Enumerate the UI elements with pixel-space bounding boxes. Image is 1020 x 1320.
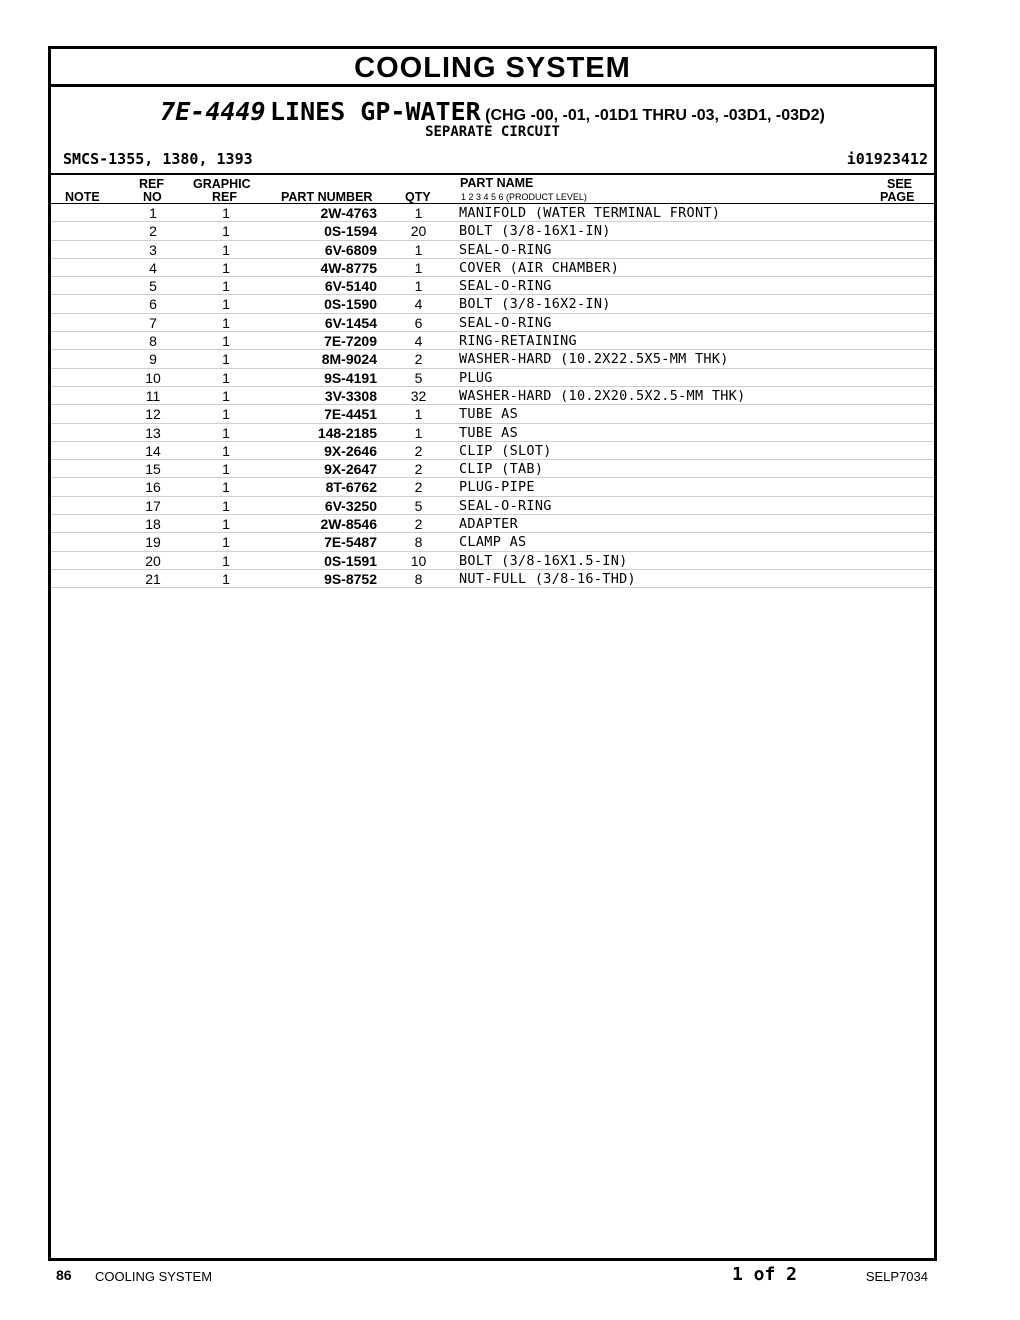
header-graphic-2: REF — [212, 190, 237, 204]
header-qty: QTY — [405, 190, 431, 204]
part-number: 2W-8546 — [320, 516, 377, 533]
table-row — [51, 295, 934, 313]
table-row — [51, 259, 934, 277]
part-name: SEAL-O-RING — [459, 278, 552, 295]
group-part-number: 7E-4449 — [160, 97, 266, 126]
page-footer — [56, 1264, 928, 1288]
table-row — [51, 424, 934, 442]
table-row — [51, 241, 934, 259]
table-row — [51, 204, 934, 222]
graphic-ref: 1 — [222, 223, 230, 240]
table-row — [51, 478, 934, 496]
table-row — [51, 515, 934, 533]
part-name: WASHER-HARD (10.2X22.5X5-MM THK) — [459, 351, 729, 368]
part-name: CLIP (SLOT) — [459, 442, 552, 459]
smcs-row — [51, 145, 934, 175]
quantity: 8 — [414, 570, 423, 587]
graphic-ref: 1 — [222, 333, 230, 350]
quantity: 20 — [410, 223, 427, 240]
quantity: 1 — [414, 241, 423, 258]
section-title: COOLING SYSTEM — [51, 49, 934, 87]
quantity: 2 — [414, 461, 423, 478]
graphic-ref: 1 — [222, 552, 230, 569]
quantity: 2 — [414, 351, 423, 368]
part-number: 9S-8752 — [324, 570, 377, 587]
table-row — [51, 405, 934, 423]
group-change-info: (CHG -00, -01, -01D1 THRU -03, -03D1, -03D2) — [485, 107, 825, 124]
quantity: 1 — [414, 205, 423, 221]
part-name: ADAPTER — [459, 516, 518, 533]
ref-no: 15 — [145, 461, 161, 478]
ref-no: 3 — [149, 241, 157, 258]
part-name: WASHER-HARD (10.2X20.5X2.5-MM THK) — [459, 387, 746, 404]
table-row — [51, 277, 934, 295]
header-graphic-1: GRAPHIC — [193, 177, 251, 191]
quantity: 4 — [414, 296, 423, 313]
graphic-ref: 1 — [222, 241, 230, 258]
quantity: 1 — [414, 259, 423, 276]
part-number: 6V-5140 — [324, 278, 377, 295]
table-row — [51, 533, 934, 551]
group-header — [51, 87, 934, 145]
ref-no: 9 — [149, 351, 157, 368]
footer-section: COOLING SYSTEM — [95, 1269, 213, 1284]
quantity: 1 — [414, 278, 423, 295]
ref-no: 18 — [145, 516, 161, 533]
graphic-ref: 1 — [222, 406, 230, 423]
part-number: 7E-7209 — [324, 333, 377, 350]
part-name: BOLT (3/8-16X1.5-IN) — [459, 552, 628, 569]
ref-no: 2 — [149, 223, 157, 240]
table-row — [51, 314, 934, 332]
part-name: SEAL-O-RING — [459, 241, 552, 258]
graphic-ref: 1 — [222, 259, 230, 276]
part-number: 6V-3250 — [324, 497, 377, 514]
table-row — [51, 369, 934, 387]
part-number: 0S-1591 — [324, 552, 377, 569]
footer-page-of: 1 of 2 — [732, 1264, 798, 1285]
part-number: 7E-4451 — [324, 406, 377, 423]
header-ref-1: REF — [139, 177, 164, 191]
part-number: 8M-9024 — [321, 351, 377, 368]
table-header — [51, 175, 934, 204]
ref-no: 16 — [145, 479, 161, 496]
table-row — [51, 350, 934, 368]
ref-no: 10 — [145, 369, 161, 386]
part-number: 2W-4763 — [320, 205, 377, 221]
graphic-ref: 1 — [222, 479, 230, 496]
part-name: COVER (AIR CHAMBER) — [459, 259, 620, 276]
graphic-ref: 1 — [222, 570, 230, 587]
header-part-number: PART NUMBER — [281, 190, 373, 204]
table-row — [51, 497, 934, 515]
graphic-ref: 1 — [222, 442, 230, 459]
quantity: 5 — [414, 497, 423, 514]
ref-no: 19 — [145, 534, 161, 551]
part-number: 4W-8775 — [320, 259, 377, 276]
parts-page-frame — [48, 46, 937, 1261]
table-row — [51, 387, 934, 405]
group-subtitle: SEPARATE CIRCUIT — [425, 124, 560, 140]
part-number: 6V-6809 — [324, 241, 377, 258]
header-product-levels: 1 2 3 4 5 6 (PRODUCT LEVEL) — [461, 192, 587, 202]
graphic-ref: 1 — [222, 424, 230, 441]
part-number: 9X-2647 — [324, 461, 377, 478]
graphic-ref: 1 — [222, 296, 230, 313]
ref-no: 20 — [145, 552, 161, 569]
ref-no: 4 — [149, 259, 157, 276]
footer-doc-id: SELP7034 — [865, 1269, 928, 1284]
ref-no: 8 — [149, 333, 157, 350]
part-name: BOLT (3/8-16X1-IN) — [459, 223, 611, 240]
quantity: 8 — [414, 534, 423, 551]
graphic-ref: 1 — [222, 369, 230, 386]
quantity: 4 — [414, 333, 423, 350]
header-part-name: PART NAME — [460, 176, 534, 190]
quantity: 1 — [414, 424, 423, 441]
graphic-ref: 1 — [222, 497, 230, 514]
part-name: CLAMP AS — [459, 534, 527, 551]
table-row — [51, 570, 934, 588]
illustration-id: i01923412 — [846, 150, 928, 168]
quantity: 6 — [414, 314, 423, 331]
part-name: CLIP (TAB) — [459, 461, 544, 478]
header-see-1: SEE — [887, 177, 913, 191]
group-name: LINES GP-WATER — [269, 97, 481, 126]
quantity: 2 — [414, 479, 423, 496]
table-row — [51, 332, 934, 350]
part-name: TUBE AS — [459, 406, 518, 423]
part-name: TUBE AS — [459, 424, 518, 441]
parts-table-body — [51, 204, 934, 588]
quantity: 2 — [414, 516, 423, 533]
ref-no: 11 — [145, 387, 161, 404]
part-number: 8T-6762 — [325, 479, 377, 496]
ref-no: 1 — [149, 205, 157, 221]
part-name: PLUG-PIPE — [459, 479, 535, 496]
header-ref-2: NO — [143, 190, 162, 204]
footer-page-number: 86 — [56, 1267, 72, 1283]
part-number: 9X-2646 — [324, 442, 377, 459]
quantity: 5 — [414, 369, 423, 386]
graphic-ref: 1 — [222, 278, 230, 295]
header-note: NOTE — [65, 190, 100, 204]
ref-no: 17 — [145, 497, 161, 514]
table-row — [51, 552, 934, 570]
ref-no: 21 — [145, 570, 161, 587]
part-number: 148-2185 — [317, 424, 377, 441]
part-number: 3V-3308 — [324, 387, 377, 404]
ref-no: 14 — [145, 442, 161, 459]
ref-no: 13 — [145, 424, 161, 441]
part-name: MANIFOLD (WATER TERMINAL FRONT) — [459, 205, 721, 221]
graphic-ref: 1 — [222, 461, 230, 478]
header-see-2: PAGE — [880, 190, 915, 204]
quantity: 1 — [414, 406, 423, 423]
quantity: 2 — [414, 442, 423, 459]
part-number: 7E-5487 — [324, 534, 377, 551]
ref-no: 6 — [149, 296, 157, 313]
quantity: 10 — [410, 552, 427, 569]
graphic-ref: 1 — [222, 534, 230, 551]
table-row — [51, 222, 934, 240]
part-number: 6V-1454 — [324, 314, 377, 331]
graphic-ref: 1 — [222, 205, 230, 221]
ref-no: 5 — [149, 278, 157, 295]
part-name: BOLT (3/8-16X2-IN) — [459, 296, 611, 313]
part-number: 0S-1594 — [324, 223, 377, 240]
table-row — [51, 460, 934, 478]
table-row — [51, 442, 934, 460]
part-name: SEAL-O-RING — [459, 497, 552, 514]
part-name: RING-RETAINING — [459, 333, 577, 350]
part-name: PLUG — [459, 369, 493, 386]
part-number: 0S-1590 — [324, 296, 377, 313]
graphic-ref: 1 — [222, 516, 230, 533]
smcs-codes: SMCS-1355, 1380, 1393 — [63, 150, 253, 168]
part-name: SEAL-O-RING — [459, 314, 552, 331]
graphic-ref: 1 — [222, 387, 230, 404]
ref-no: 12 — [145, 406, 161, 423]
ref-no: 7 — [149, 314, 157, 331]
group-title-line — [51, 97, 934, 126]
graphic-ref: 1 — [222, 351, 230, 368]
part-name: NUT-FULL (3/8-16-THD) — [459, 570, 636, 587]
quantity: 32 — [410, 387, 427, 404]
graphic-ref: 1 — [222, 314, 230, 331]
part-number: 9S-4191 — [324, 369, 377, 386]
